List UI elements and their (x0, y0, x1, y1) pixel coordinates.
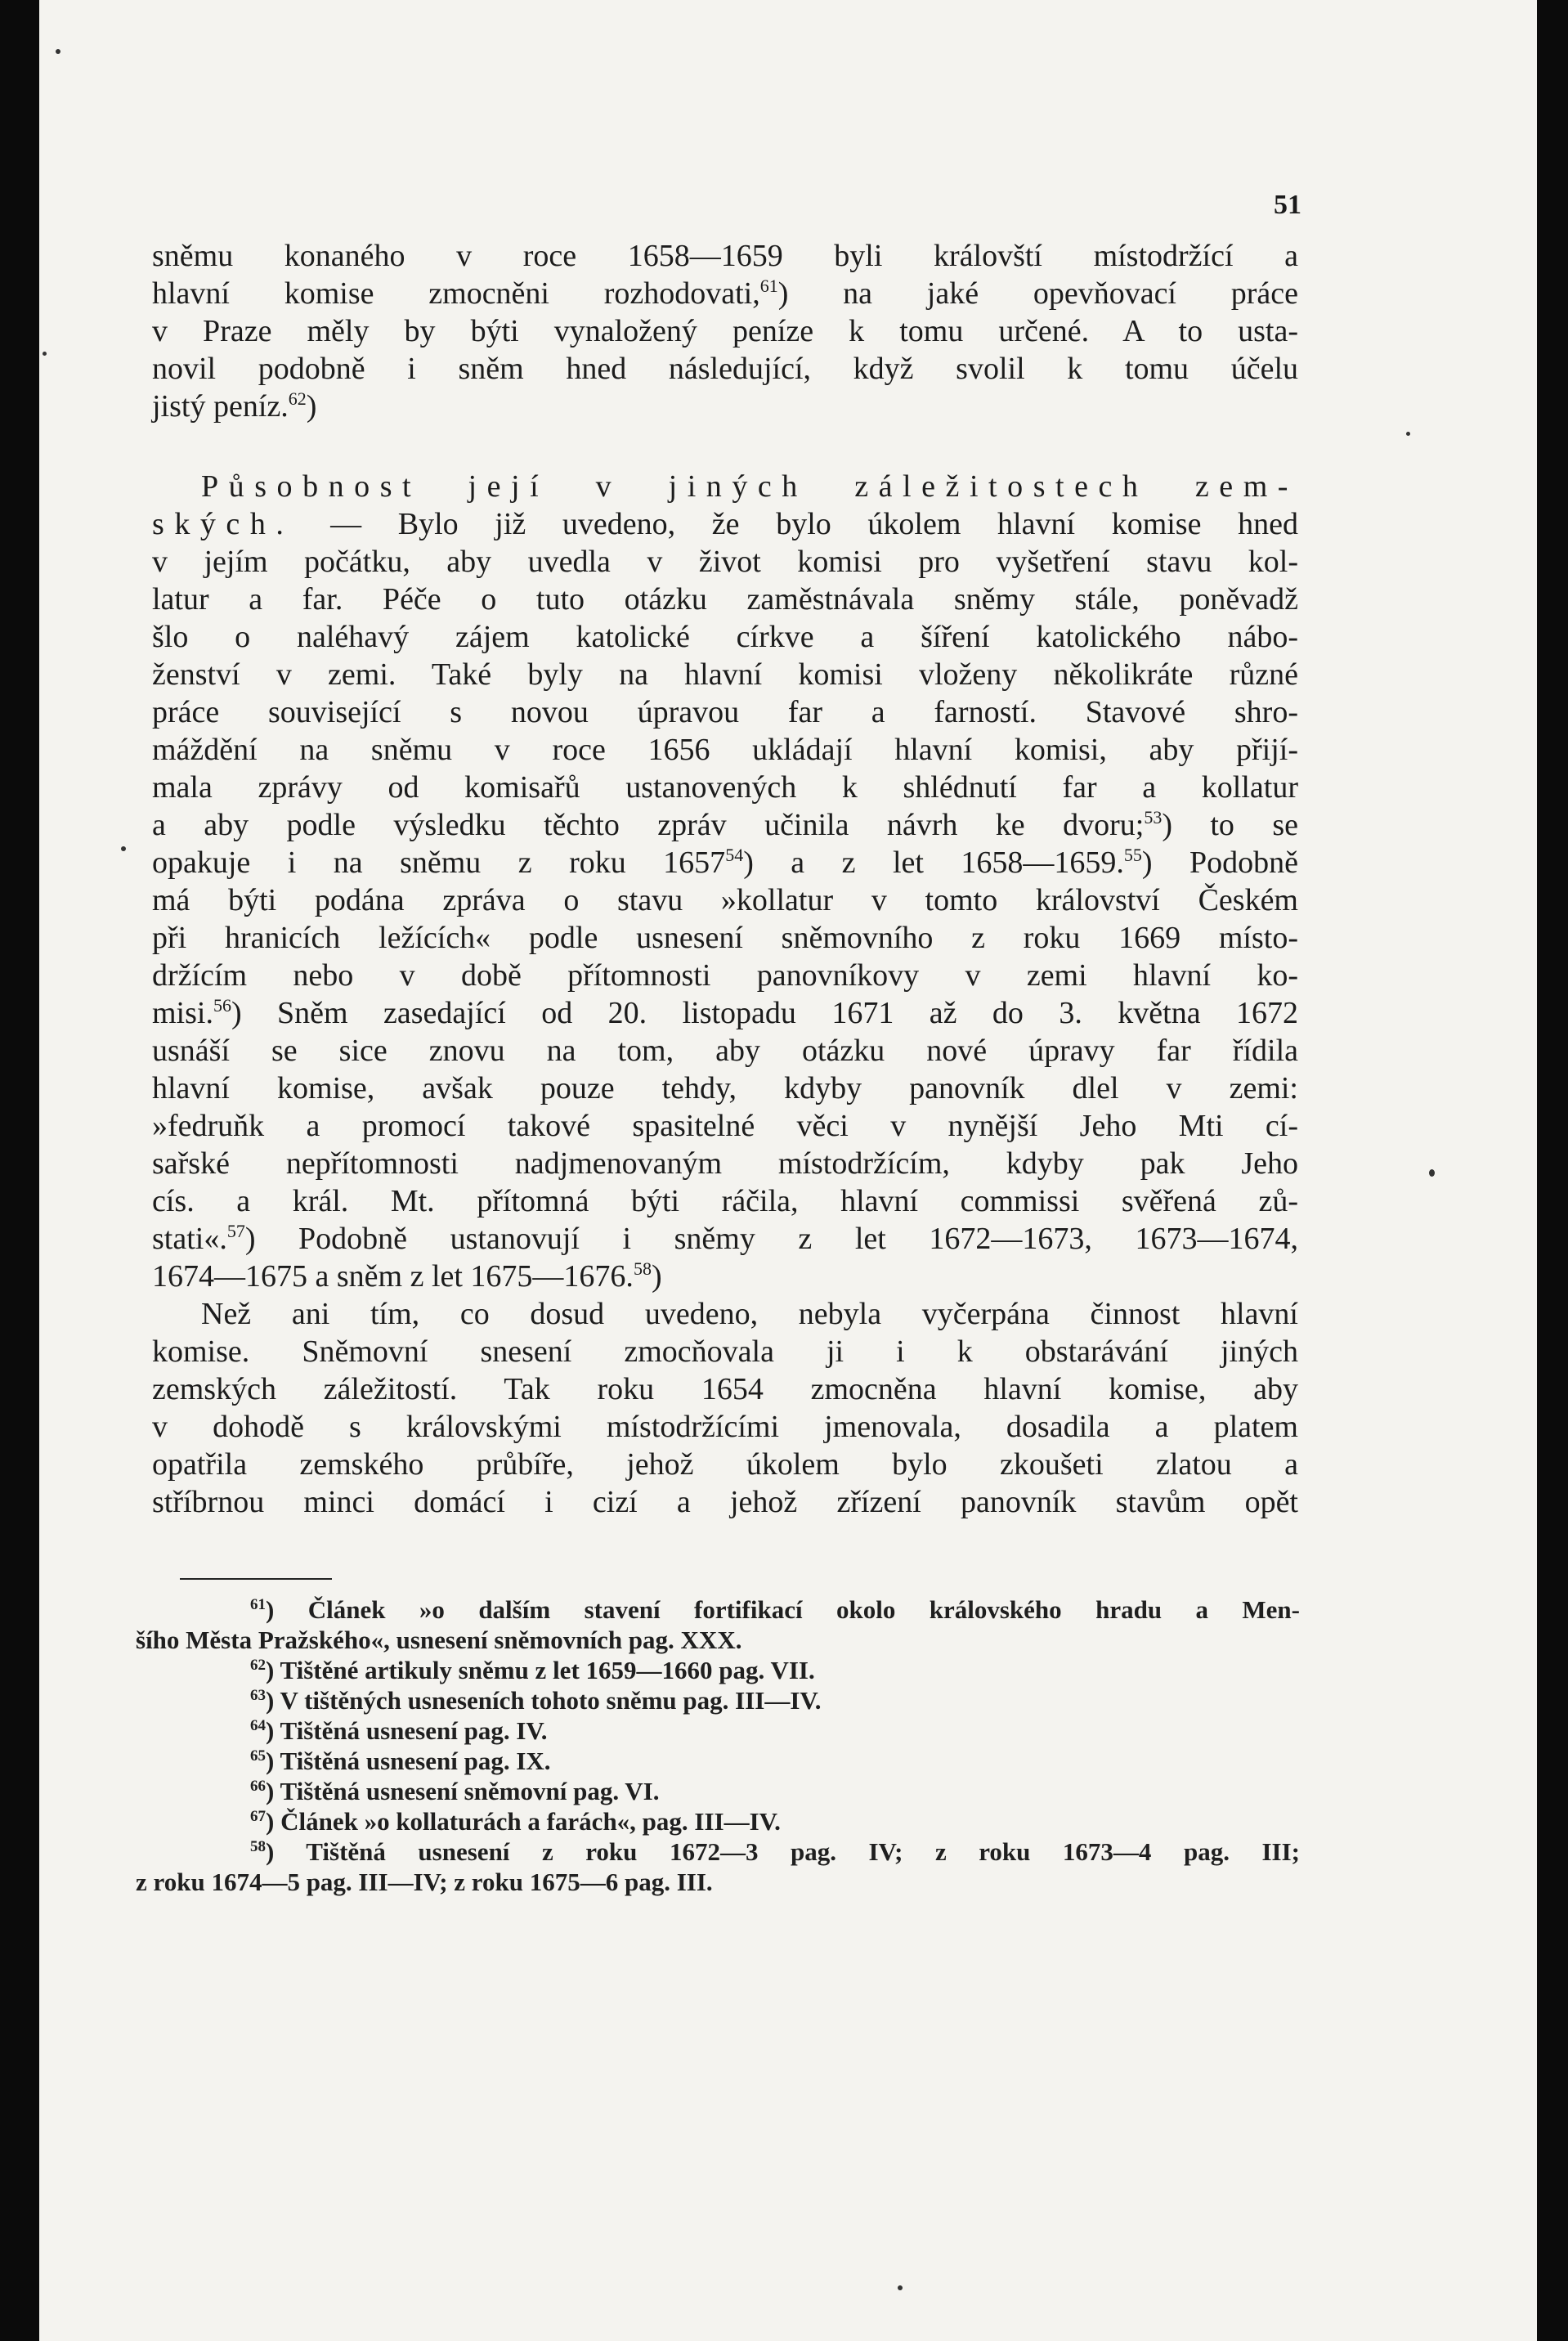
paragraph-2-line-13: držícím nebo v době přítomnosti panovníkovy v zemi hlavní ko- (152, 958, 1298, 993)
footnote-62: $^{62}$) Tištěné artikuly sněmu z let 1659—1660 pag. VII. (250, 1656, 815, 1684)
paragraph-2-line-16: hlavní komise, avšak pouze tehdy, kdyby panovník dlel v zemi: (152, 1071, 1298, 1105)
footnote-65: $^{65}$) Tištěná usnesení pag. IX. (250, 1747, 551, 1775)
page-number: 51 (1274, 190, 1301, 220)
paragraph-2-line-15: usnáší se sice znovu na tom, aby otázku nové úpravy far řídila (152, 1034, 1298, 1068)
footnote-64: $^{64}$) Tištěná usnesení pag. IV. (250, 1716, 548, 1745)
paragraph-3-line-1: Než ani tím, co dosud uvedeno, nebyla vyčerpána činnost hlavní (201, 1297, 1298, 1331)
footnotes (136, 1594, 1300, 1897)
paragraph-1-line-1: sněmu konaného v roce 1658—1659 byli královští místodržící a (152, 239, 1298, 273)
paragraph-2-line-6: práce související s novou úpravou far a farností. Stavové shro- (152, 695, 1298, 729)
paragraph-3-line-2: komise. Sněmovní snesení zmocňovala ji i k obstarávání jiných (152, 1334, 1298, 1369)
footnote-58: $^{58}$) Tištěná usnesení z roku 1672—3 pag. IV; z roku 1673—4 pag. III; z roku 1674—5 pag. III—IV; z roku 1675—6 pag. III. (136, 1837, 1300, 1896)
paragraph-2-line-10: opakuje i na sněmu z roku 1657$^{54}$) a z let 1658—1659.55) Podobně (152, 845, 1299, 880)
paragraph-2-line-4: šlo o naléhavý zájem katolické církve a šíření katolického nábo- (152, 620, 1298, 654)
paragraph-1-line-4: novil podobně i sněm hned následující, když svolil k tomu účelu (152, 352, 1298, 386)
paragraph-2-line-3: latur a far. Péče o tuto otázku zaměstnávala sněmy stále, poněvadž (152, 582, 1298, 617)
paragraph-2-line-8: mala zprávy od komisařů ustanovených k shlédnutí far a kollatur (152, 770, 1298, 805)
paragraph-2-line-20: stati«.$^{57}$) Podobně ustanovují i sněmy z let 1672—1673, 1673—1674, (152, 1221, 1298, 1256)
paragraph-2-line-9: a aby podle výsledku těchto zpráv učinila návrh ke dvoru;$^{53}$) to se (152, 807, 1298, 842)
paragraph-3-line-3: zemských záležitostí. Tak roku 1654 zmocněna hlavní komise, aby (152, 1372, 1298, 1406)
paragraph-1-line-3: v Praze měly by býti vynaložený peníze k tomu určené. A to usta- (152, 314, 1298, 348)
paragraph-1-line-2: hlavní komise zmocněni rozhodovati,$^{61}$) na jaké opevňovací práce (152, 276, 1298, 311)
paragraph-2-line-7: máždění na sněmu v roce 1656 ukládají hlavní komisi, aby přijí- (152, 733, 1298, 767)
section-heading: Působnost její v jiných záležitostech zem- (201, 469, 1298, 504)
paragraph-2-line-17: »fedruňk a promocí takové spasitelné věci v nynější Jeho Mti cí- (152, 1109, 1298, 1143)
footnote-63: $^{63}$) V tištěných usneseních tohoto sněmu pag. III—IV. (250, 1686, 822, 1715)
paragraph-3-line-4: v dohodě s královskými místodržícími jmenovala, dosadila a platem (152, 1410, 1298, 1444)
paragraph-2-line-19: cís. a král. Mt. přítomná býti ráčila, hlavní commissi svěřená zů- (152, 1184, 1298, 1218)
paragraph-2-line-2: v jejím počátku, aby uvedla v život komisi pro vyšetření stavu kol- (152, 545, 1298, 579)
paragraph-2-line-5: ženství v zemi. Také byly na hlavní komisi vloženy několikráte různé (152, 657, 1298, 692)
paragraph-2-line-11: má býti podána zpráva o stavu »kollatur v tomto království Českém (152, 883, 1298, 917)
paragraph-1-line-5: jistý peníz.$^{62}$) (152, 388, 317, 424)
footnote-66: $^{66}$) Tištěná usnesení sněmovní pag. VI. (250, 1777, 660, 1805)
paragraph-3-line-5: opatřila zemského průbíře, jehož úkolem bylo zkoušeti zlatou a (152, 1447, 1298, 1482)
footnote-61: $^{61}$) Článek »o dalším stavení fortifikací okolo královského hradu a Men- šího Města Pražského«, usnesení sněmovních pag. XXX. (136, 1595, 1300, 1654)
paragraph-2-line-12: při hranicích ležících« podle usnesení sněmovního z roku 1669 místo- (152, 921, 1298, 955)
paragraph-3-line-6: stříbrnou minci domácí i cizí a jehož zřízení panovník stavům opět (152, 1485, 1298, 1519)
body-text (152, 237, 1298, 1521)
paragraph-2-line-21: 1674—1675 a sněm z let 1675—1676.58) (152, 1258, 662, 1294)
paragraph-2-line-18: sařské nepřítomnosti nadjmenovaným místodržícím, kdyby pak Jeho (152, 1146, 1298, 1181)
book-page (39, 0, 1537, 2341)
paragraph-2-line-1: ských. — Bylo již uvedeno, že bylo úkolem hlavní komise hned (152, 507, 1298, 541)
footnote-rule (180, 1578, 332, 1580)
footnote-67: $^{67}$) Článek »o kollaturách a farách«, pag. III—IV. (250, 1807, 781, 1836)
paragraph-2-line-14: misi.$^{56}$) Sněm zasedající od 20. listopadu 1671 až do 3. května 1672 (152, 995, 1298, 1030)
